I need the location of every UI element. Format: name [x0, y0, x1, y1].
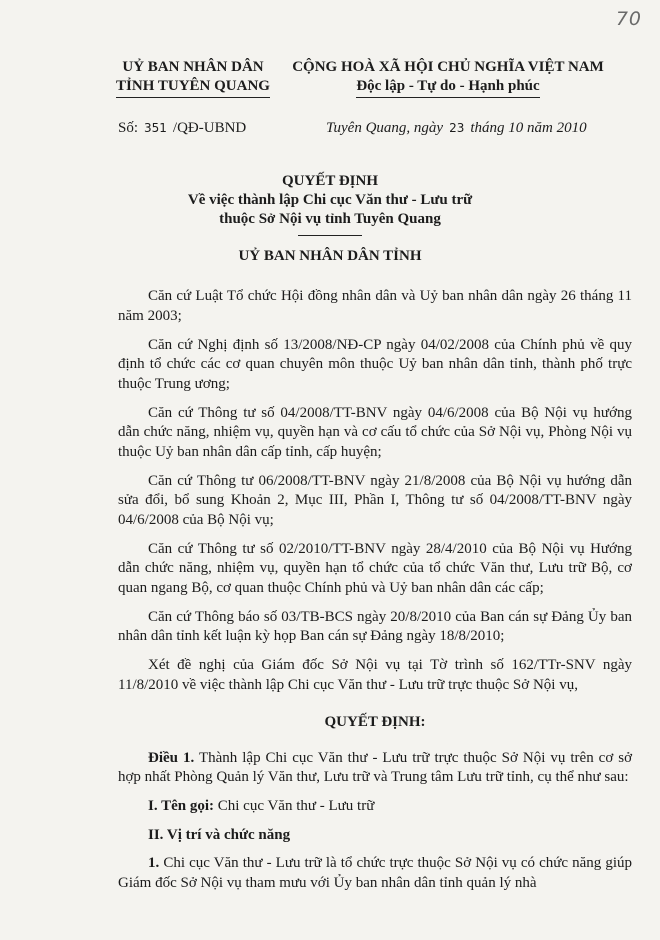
date-day: 23	[449, 121, 465, 135]
title-heading: QUYẾT ĐỊNH	[282, 173, 378, 189]
decision-heading: QUYẾT ĐỊNH:	[324, 714, 426, 730]
doc-number-value: 351	[144, 121, 167, 135]
section-1-label: I. Tên gọi:	[148, 798, 214, 814]
doc-number-prefix: Số:	[118, 120, 139, 136]
document-body	[118, 287, 632, 903]
article-1	[118, 749, 632, 788]
preamble-para-6: Căn cứ Thông báo số 03/TB-BCS ngày 20/8/2010 của Ban cán sự Đảng Ủy ban nhân dân tỉnh kết luận kỳ họp Ban cán sự Đảng ngày 18/8/2010;	[118, 608, 632, 644]
title-line-1: Về việc thành lập Chi cục Văn thư - Lưu trữ	[187, 192, 473, 208]
preamble-para-7: Xét đề nghị của Giám đốc Sở Nội vụ tại Tờ trình số 162/TTr-SNV ngày 11/8/2010 về việc thành lập Chi cục Văn thư - Lưu trữ trực thuộc Sở Nội vụ,	[118, 657, 632, 693]
issuer-line-1: UỶ BAN NHÂN DÂN	[122, 59, 264, 75]
place-label: Tuyên Quang, ngày	[326, 120, 444, 136]
title-line-2: thuộc Sở Nội vụ tỉnh Tuyên Quang	[219, 211, 441, 227]
article-1-text: Thành lập Chi cục Văn thư - Lưu trữ trực thuộc Sở Nội vụ trên cơ sở hợp nhất Phòng Quản lý Văn thư, Lưu trữ và Trung tâm Lưu trữ tỉnh, cụ thể như sau:	[118, 749, 633, 785]
date-month-year: tháng 10 năm 2010	[470, 120, 587, 136]
document-number	[118, 120, 246, 137]
national-motto	[278, 77, 618, 98]
issuing-authority: UỶ BAN NHÂN DÂN TỈNH	[238, 248, 422, 264]
page-number: 70	[615, 8, 642, 30]
preamble-para-4: Căn cứ Thông tư 06/2008/TT-BNV ngày 21/8/2008 của Bộ Nội vụ hướng dẫn sửa đổi, bổ sung Khoản 2, Mục III, Phần I, Thông tư số 04/2008/TT-BNV ngày 04/6/2008 của Bộ Nội vụ;	[118, 472, 632, 528]
doc-number-suffix: /QĐ-UBND	[172, 120, 247, 136]
preamble-para-5: Căn cứ Thông tư số 02/2010/TT-BNV ngày 28/4/2010 của Bộ Nội vụ Hướng dẫn chức năng, nhiệm vụ, quyền hạn tổ chức của tổ chức Văn thư, Lưu trữ Bộ, cơ quan ngang Bộ, cơ quan thuộc Chính phủ và Uỷ ban nhân dân các cấp;	[118, 540, 632, 596]
title-divider	[298, 235, 362, 236]
item-1	[118, 854, 632, 893]
preamble-para-3: Căn cứ Thông tư số 04/2008/TT-BNV ngày 04/6/2008 của Bộ Nội vụ hướng dẫn chức năng, nhiệm vụ, quyền hạn và cơ cấu tổ chức của Sở Nội vụ, Phòng Nội vụ thuộc Uỷ ban nhân dân cấp tỉnh, cấp huyện;	[118, 404, 632, 460]
preamble-para-1: Căn cứ Luật Tổ chức Hội đồng nhân dân và Uỷ ban nhân dân ngày 26 tháng 11 năm 2003;	[118, 288, 632, 324]
section-1	[118, 797, 632, 817]
article-1-label: Điều 1.	[148, 749, 195, 766]
item-1-label: 1.	[148, 855, 160, 871]
issuer-province: TỈNH TUYÊN QUANG	[116, 77, 270, 98]
decision-title	[0, 172, 660, 236]
national-motto-text: Độc lập - Tự do - Hạnh phúc	[356, 77, 539, 98]
section-1-text: Chi cục Văn thư - Lưu trữ	[217, 798, 375, 814]
item-1-text: Chi cục Văn thư - Lưu trữ là tổ chức trực thuộc Sở Nội vụ có chức năng giúp Giám đốc Sở Nội vụ tham mưu với Ủy ban nhân dân tỉnh quản lý nhà	[118, 855, 632, 891]
national-title: CỘNG HOÀ XÃ HỘI CHỦ NGHĨA VIỆT NAM	[292, 59, 604, 75]
issuer-line-2	[88, 77, 298, 98]
preamble-para-2: Căn cứ Nghị định số 13/2008/NĐ-CP ngày 04/02/2008 của Chính phủ về quy định tổ chức các cơ quan chuyên môn thuộc Uỷ ban nhân dân tỉnh, thành phố trực thuộc Trung ương;	[118, 336, 632, 392]
document-header	[0, 58, 660, 148]
section-2: II. Vị trí và chức năng	[148, 826, 291, 843]
place-date	[326, 120, 587, 137]
